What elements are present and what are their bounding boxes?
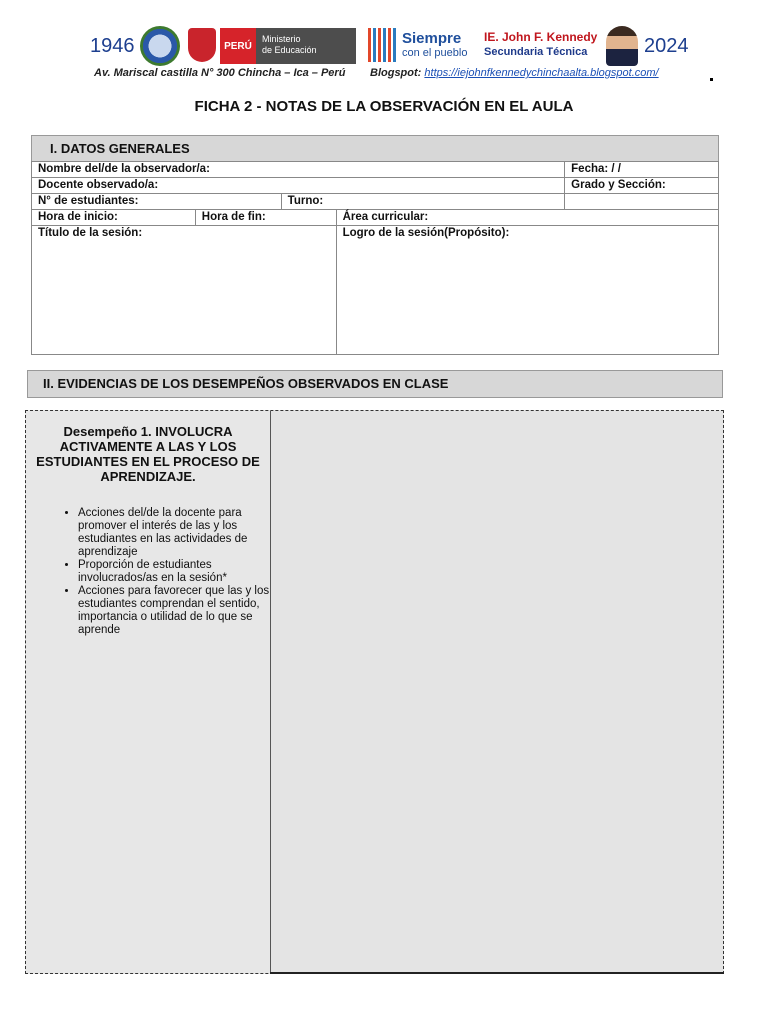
school-name: IE. John F. Kennedy [484, 30, 598, 44]
header-banner [70, 22, 692, 84]
achievement-field[interactable]: Logro de la sesión(Propósito): [336, 226, 718, 355]
performance-title: Desempeño 1. INVOLUCRA ACTIVAMENTE A LAS Y LOS ESTUDIANTES EN EL PROCESO DE APRENDIZAJE. [36, 424, 260, 484]
empty-cell [565, 194, 719, 210]
blog-link[interactable]: https://iejohnfkennedychinchaalta.blogspot.com/ [424, 67, 659, 79]
school-crest-logo [140, 26, 180, 66]
pueblo-text: con el pueblo [402, 47, 468, 59]
page-title: FICHA 2 - NOTAS DE LA OBSERVACIÓN EN EL AULA [194, 98, 574, 115]
ministry-logo [256, 28, 356, 64]
students-field[interactable]: N° de estudiantes: [32, 194, 282, 210]
list-item: • Acciones para favorecer que las y los estudiantes comprendan el sentido, importancia o utilidad de lo que se aprende [78, 585, 288, 637]
portrait-photo [606, 26, 638, 66]
indicator-list [54, 507, 288, 637]
area-field[interactable]: Área curricular: [336, 210, 718, 226]
performance-box [25, 410, 724, 974]
teacher-field[interactable]: Docente observado/a: [32, 178, 565, 194]
stray-dot [710, 78, 713, 81]
divider [270, 972, 724, 974]
grade-field[interactable]: Grado y Sección: [565, 178, 719, 194]
founding-year: 1946 [90, 35, 135, 57]
siempre-text: Siempre [402, 30, 462, 47]
section2-heading: II. EVIDENCIAS DE LOS DESEMPEÑOS OBSERVADOS EN CLASE [27, 370, 723, 398]
list-item: • Proporción de estudiantes involucrados/as en la sesión* [78, 559, 288, 585]
date-field[interactable]: Fecha: / / [565, 162, 719, 178]
end-time-field[interactable]: Hora de fin: [195, 210, 336, 226]
peru-label: PERÚ [220, 28, 256, 64]
shift-field[interactable]: Turno: [281, 194, 565, 210]
session-title-field[interactable]: Título de la sesión: [32, 226, 337, 355]
observer-field[interactable]: Nombre del/de la observador/a: [32, 162, 565, 178]
siempre-logo-icon [368, 28, 398, 62]
list-item: • Acciones del/de la docente para promover el interés de las y los estudiantes en las actividades de aprendizaje [78, 507, 288, 559]
general-data-table [31, 161, 719, 355]
evidence-notes-area[interactable] [270, 411, 723, 973]
ministry-line1: Ministerio [262, 34, 301, 44]
start-time-field[interactable]: Hora de inicio: [32, 210, 196, 226]
ministry-line2: de Educación [262, 45, 317, 55]
school-type: Secundaria Técnica [484, 46, 588, 58]
current-year: 2024 [644, 35, 689, 57]
peru-shield-logo [188, 28, 216, 62]
blog-line [370, 67, 659, 79]
section1-heading: I. DATOS GENERALES [31, 135, 719, 162]
blog-label: Blogspot: [370, 67, 422, 79]
school-address: Av. Mariscal castilla N° 300 Chincha – Ica – Perú [94, 67, 346, 79]
